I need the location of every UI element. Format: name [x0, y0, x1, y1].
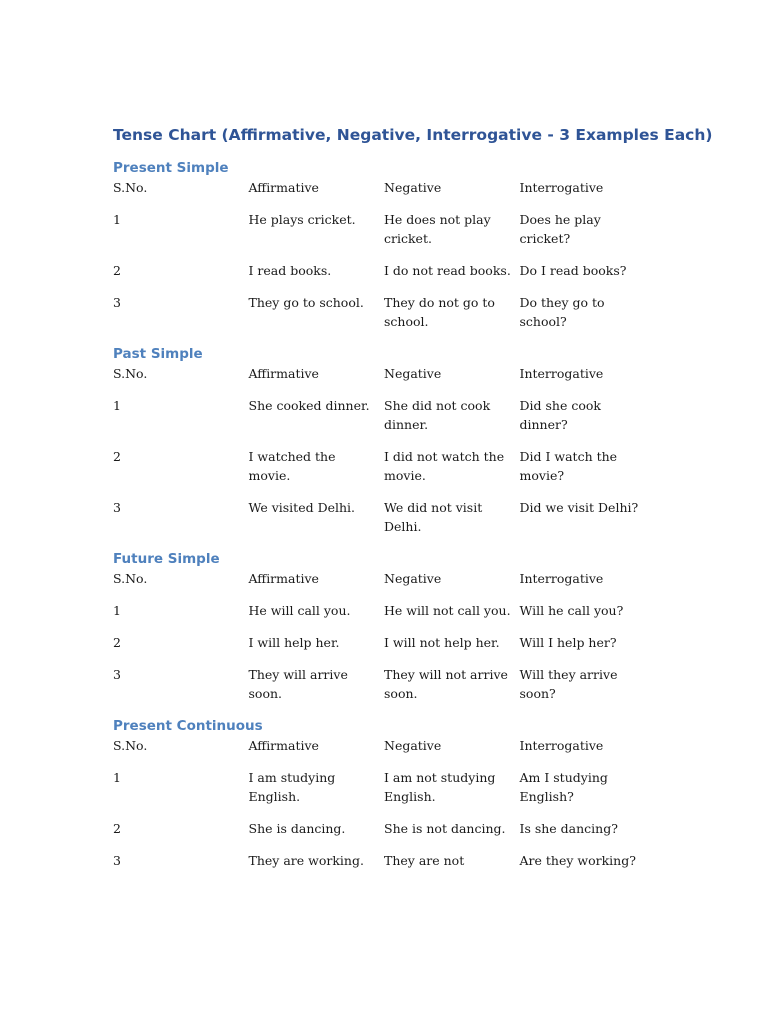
- cell-interrogative: Is she dancing?: [519, 821, 618, 836]
- document-title: Tense Chart (Affirmative, Negative, Interrogative - 3 Examples Each): [113, 126, 713, 144]
- cell-sno: 1: [113, 398, 121, 413]
- section-present-simple: [113, 159, 653, 331]
- cell-affirmative: They go to school.: [248, 295, 364, 310]
- table-row: [113, 293, 655, 331]
- table-row: [113, 447, 655, 498]
- column-header-negative: Negative: [384, 738, 442, 753]
- table-row: [113, 819, 655, 851]
- cell-affirmative: They will arrive soon.: [248, 667, 348, 701]
- cell-sno: 1: [113, 212, 121, 227]
- cell-sno: 3: [113, 500, 121, 515]
- cell-interrogative: Are they working?: [519, 853, 636, 868]
- cell-negative: She is not dancing.: [384, 821, 506, 836]
- cell-negative: They will not arrive soon.: [384, 667, 508, 701]
- cell-negative: They do not go to school.: [384, 295, 495, 329]
- cell-interrogative: Will they arrive soon?: [519, 667, 618, 701]
- cell-negative: I will not help her.: [384, 635, 500, 650]
- section-heading: Past Simple: [113, 346, 203, 362]
- cell-affirmative: I read books.: [248, 263, 332, 278]
- cell-affirmative: I am studying English.: [248, 770, 336, 804]
- table-row: [113, 396, 655, 447]
- cell-sno: 2: [113, 821, 121, 836]
- table-header-row: [113, 364, 655, 396]
- cell-interrogative: Did we visit Delhi?: [519, 500, 639, 515]
- document-page: [113, 124, 713, 884]
- cell-sno: 3: [113, 667, 121, 682]
- cell-negative: I do not read books.: [384, 263, 511, 278]
- cell-negative: He does not play cricket.: [384, 212, 491, 246]
- section-heading: Future Simple: [113, 551, 220, 567]
- tense-table-past-simple: [113, 364, 655, 536]
- table-row: [113, 633, 655, 665]
- cell-affirmative: She is dancing.: [248, 821, 346, 836]
- cell-sno: 3: [113, 295, 121, 310]
- column-header-interrogative: Interrogative: [519, 571, 604, 586]
- column-header-affirmative: Affirmative: [248, 366, 319, 381]
- column-header-affirmative: Affirmative: [248, 738, 319, 753]
- cell-affirmative: They are working.: [248, 853, 364, 868]
- cell-sno: 3: [113, 853, 121, 868]
- column-header-interrogative: Interrogative: [519, 738, 604, 753]
- column-header-sno: S.No.: [113, 738, 148, 753]
- table-header-row: [113, 569, 655, 601]
- cell-interrogative: Am I studying English?: [519, 770, 608, 804]
- table-row: [113, 768, 655, 819]
- cell-interrogative: Do I read books?: [519, 263, 627, 278]
- cell-sno: 2: [113, 449, 121, 464]
- table-header-row: [113, 178, 655, 210]
- cell-affirmative: He will call you.: [248, 603, 351, 618]
- cell-sno: 1: [113, 603, 121, 618]
- cell-affirmative: He plays cricket.: [248, 212, 356, 227]
- section-future-simple: [113, 550, 653, 703]
- cell-affirmative: I watched the movie.: [248, 449, 336, 483]
- cell-interrogative: Did she cook dinner?: [519, 398, 601, 432]
- table-row: [113, 261, 655, 293]
- cell-interrogative: Do they go to school?: [519, 295, 605, 329]
- column-header-negative: Negative: [384, 571, 442, 586]
- section-past-simple: [113, 345, 653, 536]
- cell-affirmative: I will help her.: [248, 635, 340, 650]
- cell-negative: They are not: [384, 853, 465, 868]
- column-header-affirmative: Affirmative: [248, 180, 319, 195]
- cell-sno: 2: [113, 635, 121, 650]
- column-header-interrogative: Interrogative: [519, 180, 604, 195]
- cell-affirmative: We visited Delhi.: [248, 500, 356, 515]
- cell-negative: She did not cook dinner.: [384, 398, 491, 432]
- column-header-sno: S.No.: [113, 366, 148, 381]
- table-row: [113, 665, 655, 703]
- table-row: [113, 601, 655, 633]
- cell-affirmative: She cooked dinner.: [248, 398, 370, 413]
- column-header-interrogative: Interrogative: [519, 366, 604, 381]
- section-heading: Present Simple: [113, 160, 229, 176]
- table-header-row: [113, 736, 655, 768]
- section-heading: Present Continuous: [113, 718, 263, 734]
- cell-interrogative: Will I help her?: [519, 635, 617, 650]
- column-header-negative: Negative: [384, 180, 442, 195]
- column-header-sno: S.No.: [113, 180, 148, 195]
- cell-negative: He will not call you.: [384, 603, 511, 618]
- table-row: [113, 851, 655, 870]
- column-header-sno: S.No.: [113, 571, 148, 586]
- cell-interrogative: Will he call you?: [519, 603, 624, 618]
- tense-table-future-simple: [113, 569, 655, 703]
- cell-interrogative: Did I watch the movie?: [519, 449, 618, 483]
- cell-negative: I am not studying English.: [384, 770, 496, 804]
- cell-sno: 2: [113, 263, 121, 278]
- section-present-continuous: [113, 717, 653, 870]
- table-row: [113, 210, 655, 261]
- column-header-negative: Negative: [384, 366, 442, 381]
- tense-table-present-continuous: [113, 736, 655, 870]
- cell-negative: We did not visit Delhi.: [384, 500, 483, 534]
- cell-interrogative: Does he play cricket?: [519, 212, 601, 246]
- tense-sections: [113, 159, 653, 870]
- column-header-affirmative: Affirmative: [248, 571, 319, 586]
- cell-sno: 1: [113, 770, 121, 785]
- tense-table-present-simple: [113, 178, 655, 331]
- cell-negative: I did not watch the movie.: [384, 449, 505, 483]
- table-row: [113, 498, 655, 536]
